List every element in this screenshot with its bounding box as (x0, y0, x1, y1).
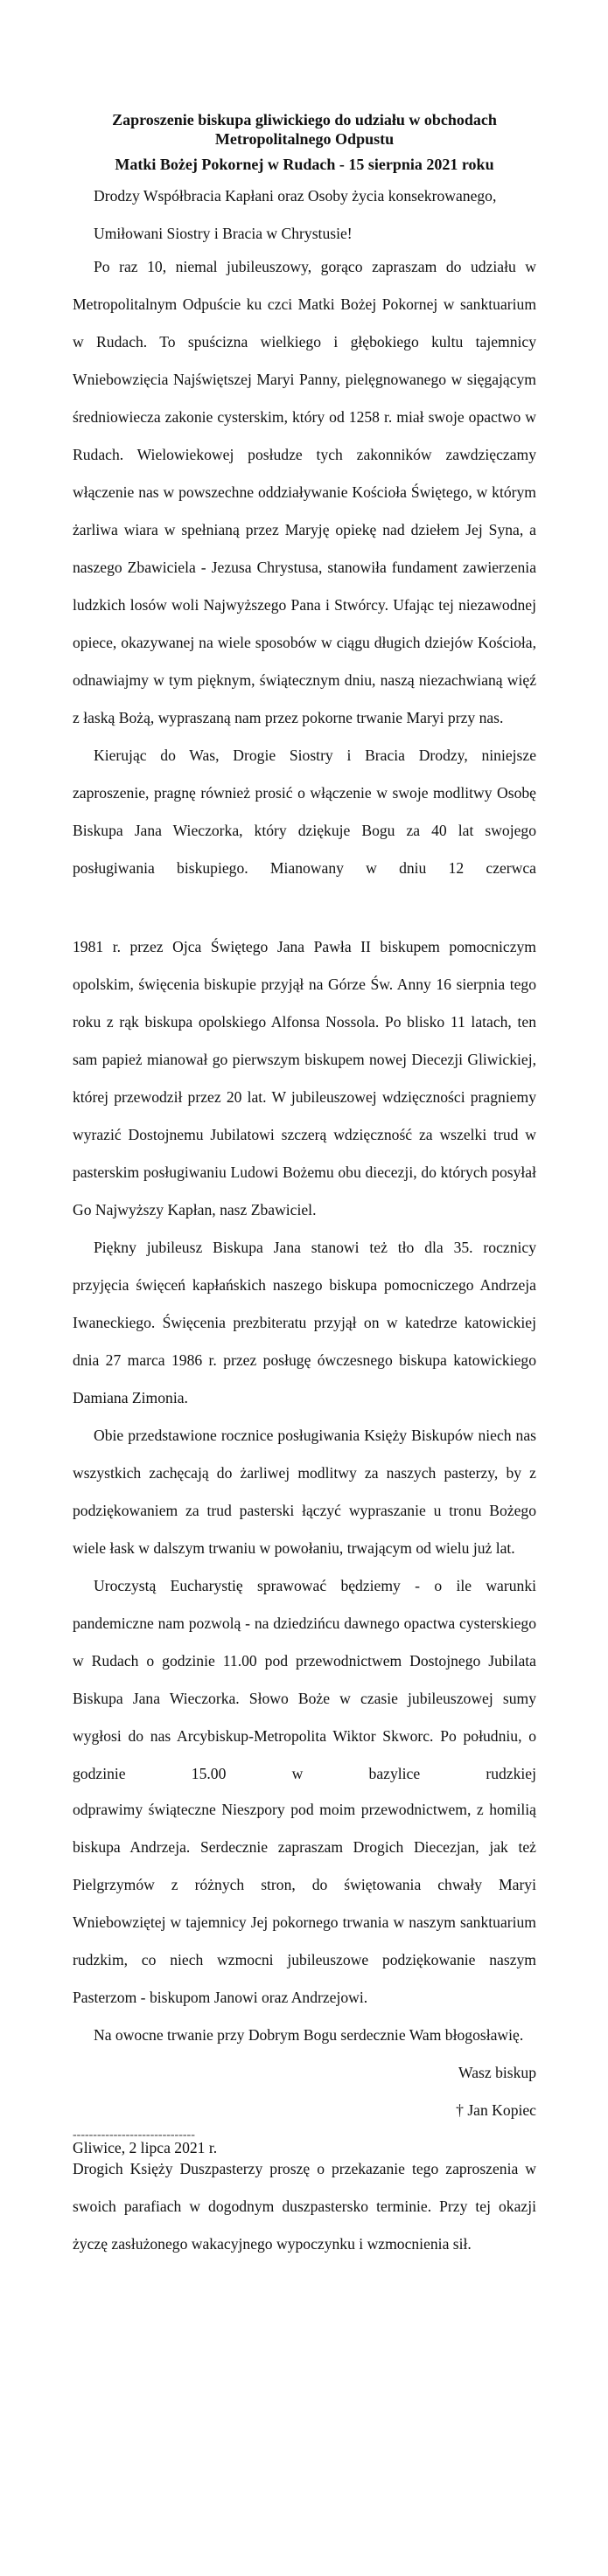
subtitle: Matki Bożej Pokornej w Rudach - 15 sierpnia 2021 roku (115, 156, 494, 173)
paragraph-5: Uroczystą Eucharystię sprawować będziemy - o ile warunki pandemiczne nam pozwolą - na dziedzińcu dawnego opactwa cysterskiego w Rudach o godzinie 11.00 pod przewodnictwem Dostojnego Jubilata Biskupa Jana Wieczorka. Słowo Boże w czasie jubileuszowej sumy wygłosi do nas Arcybiskup-Metropolita Wiktor Skworc. Po południu, o godzinie 15.00 w bazylice rudzkiej (73, 1577, 536, 1782)
title-line-2: Metropolitalnego Odpustu (214, 130, 395, 148)
separator (73, 2127, 536, 2144)
paragraph-2: Kierując do Was, Drogie Siostry i Bracia Drodzy, niniejsze zaproszenie, pragnę również prosić o włączenie w swoje modlitwy Osobę Biskupa Jana Wieczorka, który dziękuje Bogu za 40 lat swojego posługiwania biskupiego. Mianowany w dniu 12 czerwca (73, 746, 536, 877)
title-line-1: Zaproszenie biskupa gliwickiego do udziału w obchodach (112, 111, 497, 128)
paragraph-4: Obie przedstawione rocznice posługiwania Księży Biskupów niech nas wszystkich zachęcają do żarliwej modlitwy za naszych pasterzy, by z podziękowaniem za trud pasterski łączyć wypraszanie u tronu Bożego wiele łask w dalszym trwaniu w powołaniu, trwającym od wielu już lat. (73, 1427, 536, 1557)
footnote-block (73, 2150, 536, 2263)
paragraph-blessing: Na owocne trwanie przy Dobrym Bogu serdecznie Wam błogosławię. (94, 2026, 524, 2044)
place-and-date: Gliwice, 2 lipca 2021 r. (73, 2139, 218, 2156)
signature-name: † Jan Kopiec (456, 2101, 536, 2119)
paragraph-5-continued: odprawimy świąteczne Nieszpory pod moim przewodnictwem, z homilią biskupa Andrzeja. Serdecznie zapraszam Drogich Diecezjan, jak też Pielgrzymów z różnych stron, do świętowania chwały Maryi Wniebowziętej w tajemnicy Jej pokornego trwania w naszym sanktuarium rudzkim, co niech wzmocni jubileuszowe podziękowanie naszym Pasterzom - biskupom Janowi oraz Andrzejowi. (73, 1801, 536, 2006)
greeting (73, 177, 536, 253)
signature-title: Wasz biskup (458, 2064, 536, 2081)
footnote: Drogich Księży Duszpasterzy proszę o przekazanie tego zaproszenia w swoich parafiach w dogodnym duszpastersko terminie. Przy tej okazji życzę zasłużonego wakacyjnego wypoczynku i wzmocnienia sił. (73, 2160, 536, 2253)
document-subtitle (73, 156, 536, 174)
paragraph-3: Piękny jubileusz Biskupa Jana stanowi też tło dla 35. rocznicy przyjęcia święceń kapłańskich naszego biskupa pomocniczego Andrzeja Iwaneckiego. Święcenia prezbiteratu przyjął on w katedrze katowickiej dnia 27 marca 1986 r. przez posługę ówczesnego biskupa katowickiego Damiana Zimonia. (73, 1239, 536, 1406)
paragraph-1: Po raz 10, niemal jubileuszowy, gorąco zapraszam do udziału w Metropolitalnym Odpuście ku czci Matki Bożej Pokornej w sanktuarium w Rudach. To spuścizna wielkiego i głębokiego kultu tajemnicy Wniebowzięcia Najświętszej Maryi Panny, pielęgnowanego w sięgającym średniowiecza zakonie cysterskim, który od 1258 r. miał swoje opactwo w Rudach. Wielowiekowej posłudze tych zakonników zawdzięczamy włączenie nas w powszechne oddziaływanie Kościoła Świętego, w którym żarliwa wiara w spełnianą przez Maryję opiekę nad dziełem Jej Syna, a naszego Zbawiciela - Jezusa Chrystusa, stanowiła fundament zawierzenia ludzkich losów woli Najwyższego Pana i Stwórcy. Ufając tej niezawodnej opiece, okazywanej na wiele sposobów w ciągu długich dziejów Kościoła, odnawiajmy w tym pięknym, świątecznym dniu, naszą niezachwianą więź z łaską Bożą, wypraszaną nam przez pokorne trwanie Maryi przy nas. (73, 258, 536, 726)
separator-line: ------------------------------ (73, 2128, 195, 2142)
greeting-line-1: Drodzy Współbracia Kapłani oraz Osoby życia konsekrowanego, (94, 187, 497, 205)
greeting-line-2: Umiłowani Siostry i Bracia w Chrystusie! (94, 225, 353, 242)
page-1-body (73, 248, 536, 887)
document-title (73, 110, 536, 149)
paragraph-2-continued: 1981 r. przez Ojca Świętego Jana Pawła II biskupem pomocniczym opolskim, święcenia biskupie przyjął na Górze Św. Anny 16 sierpnia tego roku z rąk biskupa opolskiego Alfonsa Nossola. Po blisko 11 latach, ten sam papież mianował go pierwszym biskupem nowej Diecezji Gliwickiej, której przewodził przez 20 lat. W jubileuszowej wdzięczności pragniemy wyrazić Dostojnemu Jubilatowi szczerą wdzięczność za wszelki trud w pasterskim posługiwaniu Ludowi Bożemu obu diecezji, do których posyłał Go Najwyższy Kapłan, nasz Zbawiciel. (73, 938, 536, 1219)
page-3-body (73, 1791, 536, 2167)
page-2-body (73, 928, 536, 1793)
